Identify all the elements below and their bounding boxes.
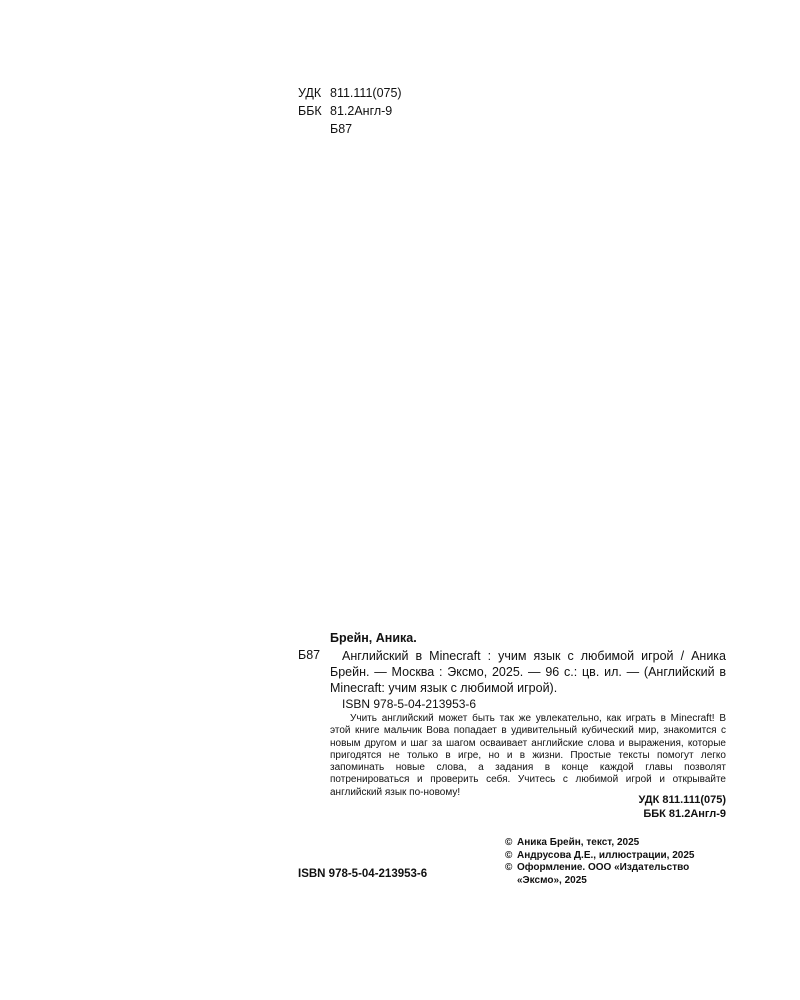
udk-value: 811.111(075) xyxy=(330,86,402,100)
copyright-icon: © xyxy=(505,862,513,873)
catalog-isbn: ISBN 978-5-04-213953-6 xyxy=(342,697,477,711)
copyright-block xyxy=(505,837,735,887)
catalog-author: Брейн, Аника. xyxy=(330,631,417,645)
catalog-cutter: Б87 xyxy=(298,648,321,662)
bbk-value: 81.2Англ-9 xyxy=(330,104,393,118)
udk-label: УДК xyxy=(298,86,322,100)
cutter-row xyxy=(298,120,402,138)
bbk-label: ББК xyxy=(298,104,322,118)
bottom-classification-codes xyxy=(560,793,726,821)
bibliographic-description: Английский в Minecraft : учим язык с любимой игрой / Аника Брейн. — Москва : Эксмо, 2025. — 96 с.: цв. ил. — (Английский в Minecraft: учим язык с любимой игрой). xyxy=(330,649,726,695)
copyright-icon: © xyxy=(505,837,513,848)
copyright-text: Оформление. ООО «Издательство «Эксмо», 2025 xyxy=(517,862,690,886)
bbk-row xyxy=(298,102,402,120)
copyright-line xyxy=(505,837,735,850)
copyright-line xyxy=(505,850,735,863)
catalog-udk: УДК 811.111(075) xyxy=(638,794,726,806)
cutter-code: Б87 xyxy=(330,122,353,136)
catalog-bbk: ББК 81.2Англ-9 xyxy=(643,808,726,820)
top-classification-codes xyxy=(298,84,402,138)
copyright-line xyxy=(505,862,735,887)
copyright-text: Аника Брейн, текст, 2025 xyxy=(517,837,640,848)
book-annotation: Учить английский может быть так же увлекательно, как играть в Minecraft! В этой книге мальчик Вова попадает в удивительный кубический мир, знакомится с новым другом и шаг за шагом осваивает английские слова и выражения, которые пригодятся не только в игре, но и в жизни. Простые тексты помогут легко запоминать новые слова, а задания в конце каждой главы позволят потренироваться и проверить себя. Учитесь с любимой игрой и открывайте английский язык по-новому! xyxy=(330,713,726,798)
copyright-icon: © xyxy=(505,849,513,861)
isbn-bottom: ISBN 978-5-04-213953-6 xyxy=(298,868,428,880)
copyright-text: Андрусова Д.Е., иллюстрации, 2025 xyxy=(517,849,695,861)
udk-row xyxy=(298,84,402,102)
